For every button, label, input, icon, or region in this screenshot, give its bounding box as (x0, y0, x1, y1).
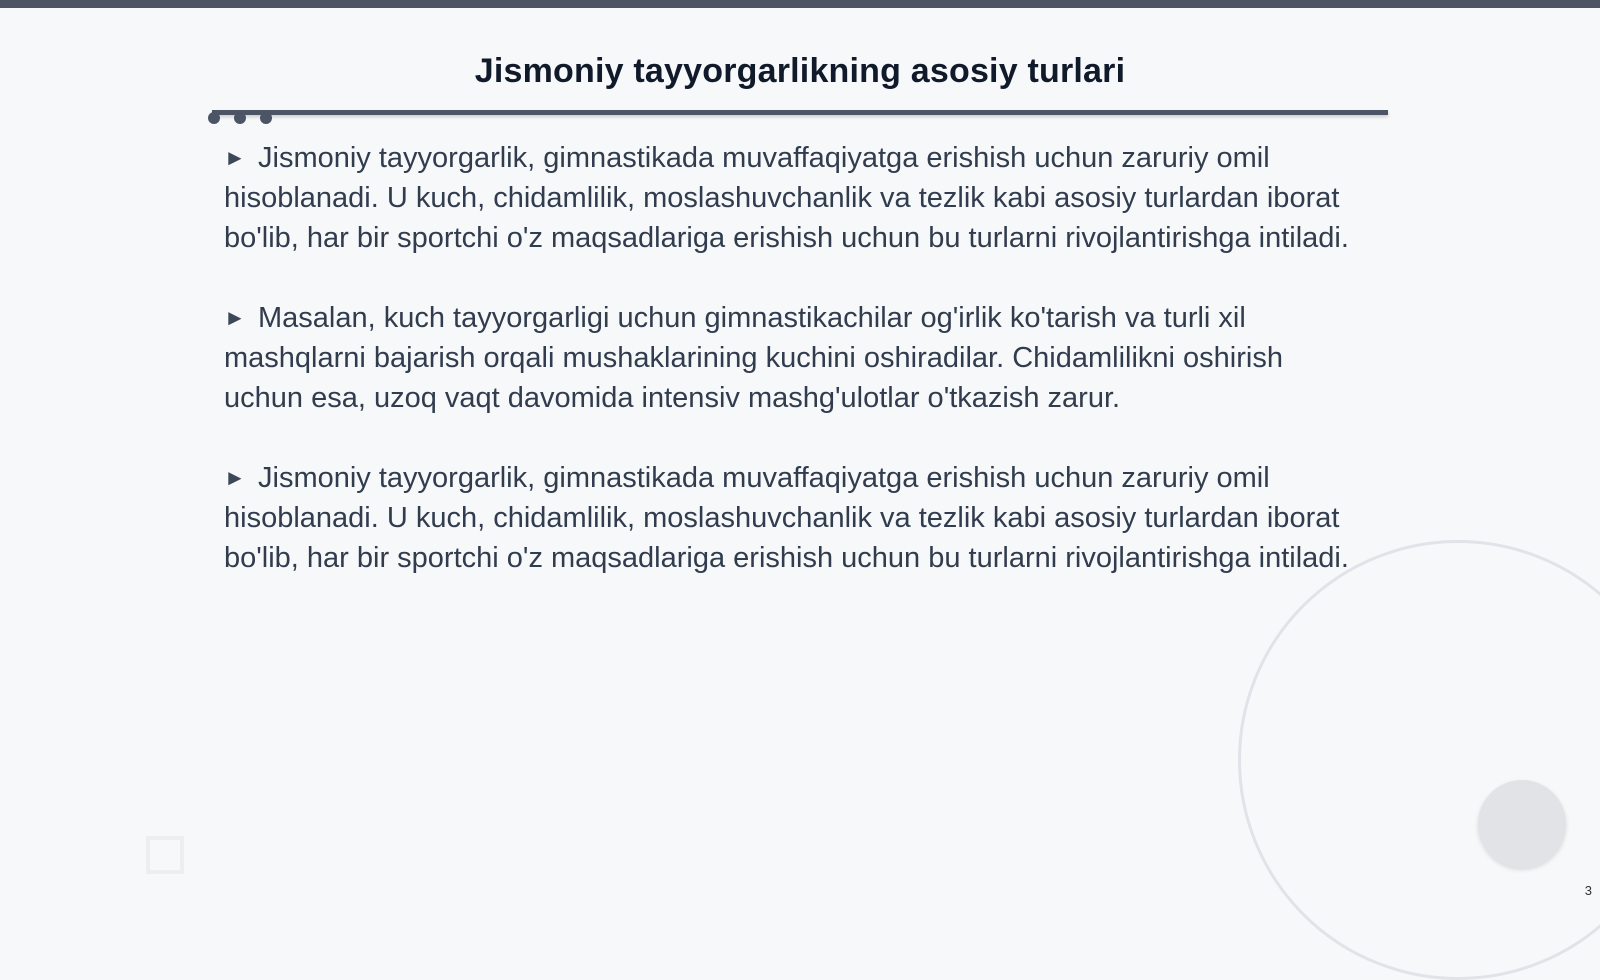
top-accent-bar (0, 0, 1600, 8)
triangle-bullet-icon: ► (224, 305, 246, 330)
decorative-disc (1478, 780, 1566, 868)
title-dot-decoration (208, 112, 220, 124)
paragraph-text: Jismoniy tayyorgarlik, gimnastikada muvaffaqiyatga erishish uchun zaruriy omil hisoblanadi. U kuch, chidamlilik, moslashuvchanlik va tezlik kabi asosiy turlardan iborat bo'lib, har bir sportchi o'z maqsadlariga erishish uchun bu turlarni rivojlantirishga intiladi. (224, 462, 1349, 574)
bullet-paragraph (224, 458, 1354, 578)
title-dot-decoration (260, 112, 272, 124)
decorative-square (146, 836, 184, 874)
paragraph-text: Masalan, kuch tayyorgarligi uchun gimnastikachilar og'irlik ko'tarish va turli xil mashqlarni bajarish orqali mushaklarining kuchini oshiradilar. Chidamlilikni oshirish uchun esa, uzoq vaqt davomida intensiv mashg'ulotlar o'tkazish zarur. (224, 302, 1283, 414)
page-number: 3 (1584, 883, 1592, 898)
bullet-paragraph (224, 298, 1354, 418)
bullet-paragraph (224, 138, 1354, 258)
title-underline (212, 110, 1388, 115)
title-dot-decoration (234, 112, 246, 124)
slide-body (224, 138, 1354, 618)
slide-title: Jismoniy tayyorgarlikning asosiy turlari (474, 52, 1126, 90)
paragraph-text: Jismoniy tayyorgarlik, gimnastikada muvaffaqiyatga erishish uchun zaruriy omil hisoblanadi. U kuch, chidamlilik, moslashuvchanlik va tezlik kabi asosiy turlardan iborat bo'lib, har bir sportchi o'z maqsadlariga erishish uchun bu turlarni rivojlantirishga intiladi. (224, 142, 1349, 254)
triangle-bullet-icon: ► (224, 465, 246, 490)
triangle-bullet-icon: ► (224, 145, 246, 170)
